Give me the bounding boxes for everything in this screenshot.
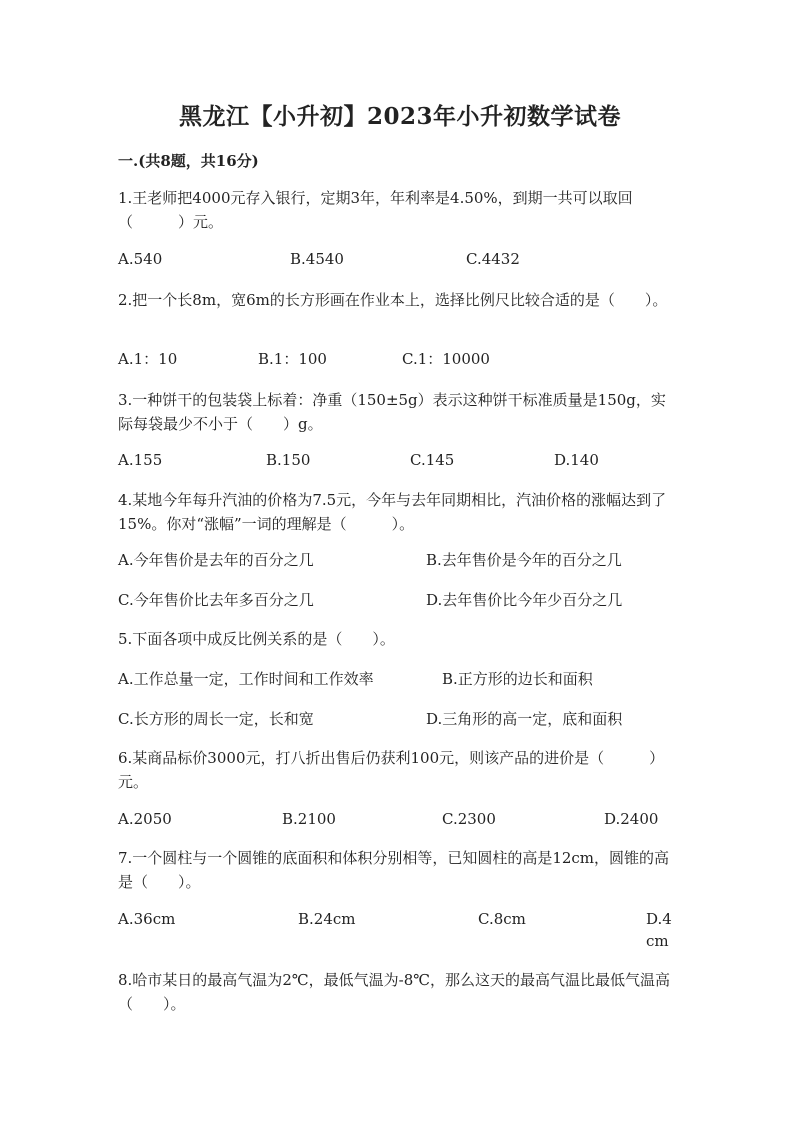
- q3-option-c[interactable]: C.145: [410, 451, 455, 469]
- q7-option-b[interactable]: B.24cm: [298, 910, 356, 928]
- question-6-stem: 6.某商品标价3000元，打八折出售后仍获利100元，则该产品的进价是（ ）元。: [118, 749, 665, 791]
- q3-option-b[interactable]: B.150: [266, 451, 311, 469]
- q7-option-c[interactable]: C.8cm: [478, 910, 526, 928]
- q6-option-a[interactable]: A.2050: [118, 810, 172, 828]
- section-heading: 一.(共8题，共16分): [118, 152, 259, 170]
- question-2-stem: 2.把一个长8m，宽6m的长方形画在作业本上，选择比例尺比较合适的是（ ）。: [118, 291, 668, 309]
- q1-option-a[interactable]: A.540: [118, 250, 163, 268]
- q7-option-a[interactable]: A.36cm: [118, 910, 176, 928]
- q5-option-d[interactable]: D.三角形的高一定，底和面积: [426, 710, 623, 728]
- q2-option-a[interactable]: A.1：10: [118, 350, 178, 368]
- q5-option-a[interactable]: A.工作总量一定，工作时间和工作效率: [118, 670, 374, 688]
- q5-option-c[interactable]: C.长方形的周长一定，长和宽: [118, 710, 314, 728]
- question-5-stem: 5.下面各项中成反比例关系的是（ ）。: [118, 630, 395, 648]
- q4-option-d[interactable]: D.去年售价比今年少百分之几: [426, 591, 623, 609]
- q5-option-b[interactable]: B.正方形的边长和面积: [442, 670, 593, 688]
- q3-option-d[interactable]: D.140: [554, 451, 599, 469]
- q6-option-c[interactable]: C.2300: [442, 810, 496, 828]
- q4-option-a[interactable]: A.今年售价是去年的百分之几: [118, 551, 314, 569]
- question-8-stem: 8.哈市某日的最高气温为2℃，最低气温为-8℃，那么这天的最高气温比最低气温高（ ）。: [118, 971, 671, 1013]
- q2-option-b[interactable]: B.1：100: [258, 350, 327, 368]
- q1-option-c[interactable]: C.4432: [466, 250, 520, 268]
- q4-option-c[interactable]: C.今年售价比去年多百分之几: [118, 591, 314, 609]
- q3-option-a[interactable]: A.155: [118, 451, 163, 469]
- q2-option-c[interactable]: C.1：10000: [402, 350, 490, 368]
- question-7-stem: 7.一个圆柱与一个圆锥的底面积和体积分别相等，已知圆柱的高是12cm，圆锥的高是（ ）。: [118, 849, 670, 891]
- q1-option-b[interactable]: B.4540: [290, 250, 344, 268]
- q4-option-b[interactable]: B.去年售价是今年的百分之几: [426, 551, 622, 569]
- question-1-stem: 1.王老师把4000元存入银行，定期3年，年利率是4.50%，到期一共可以取回（ ）元。: [118, 189, 633, 231]
- q7-option-d[interactable]: D.4cm: [646, 910, 672, 950]
- q6-option-d[interactable]: D.2400: [604, 810, 659, 828]
- exam-title: 黑龙江【小升初】2023年小升初数学试卷: [178, 103, 621, 130]
- question-3-stem: 3.一种饼干的包装袋上标着：净重（150±5g）表示这种饼干标准质量是150g，实际每袋最少不小于（ ）g。: [118, 391, 666, 433]
- q6-option-b[interactable]: B.2100: [282, 810, 336, 828]
- question-4-stem: 4.某地今年每升汽油的价格为7.5元，今年与去年同期相比，汽油价格的涨幅达到了15%。你对“涨幅”一词的理解是（ ）。: [118, 491, 667, 533]
